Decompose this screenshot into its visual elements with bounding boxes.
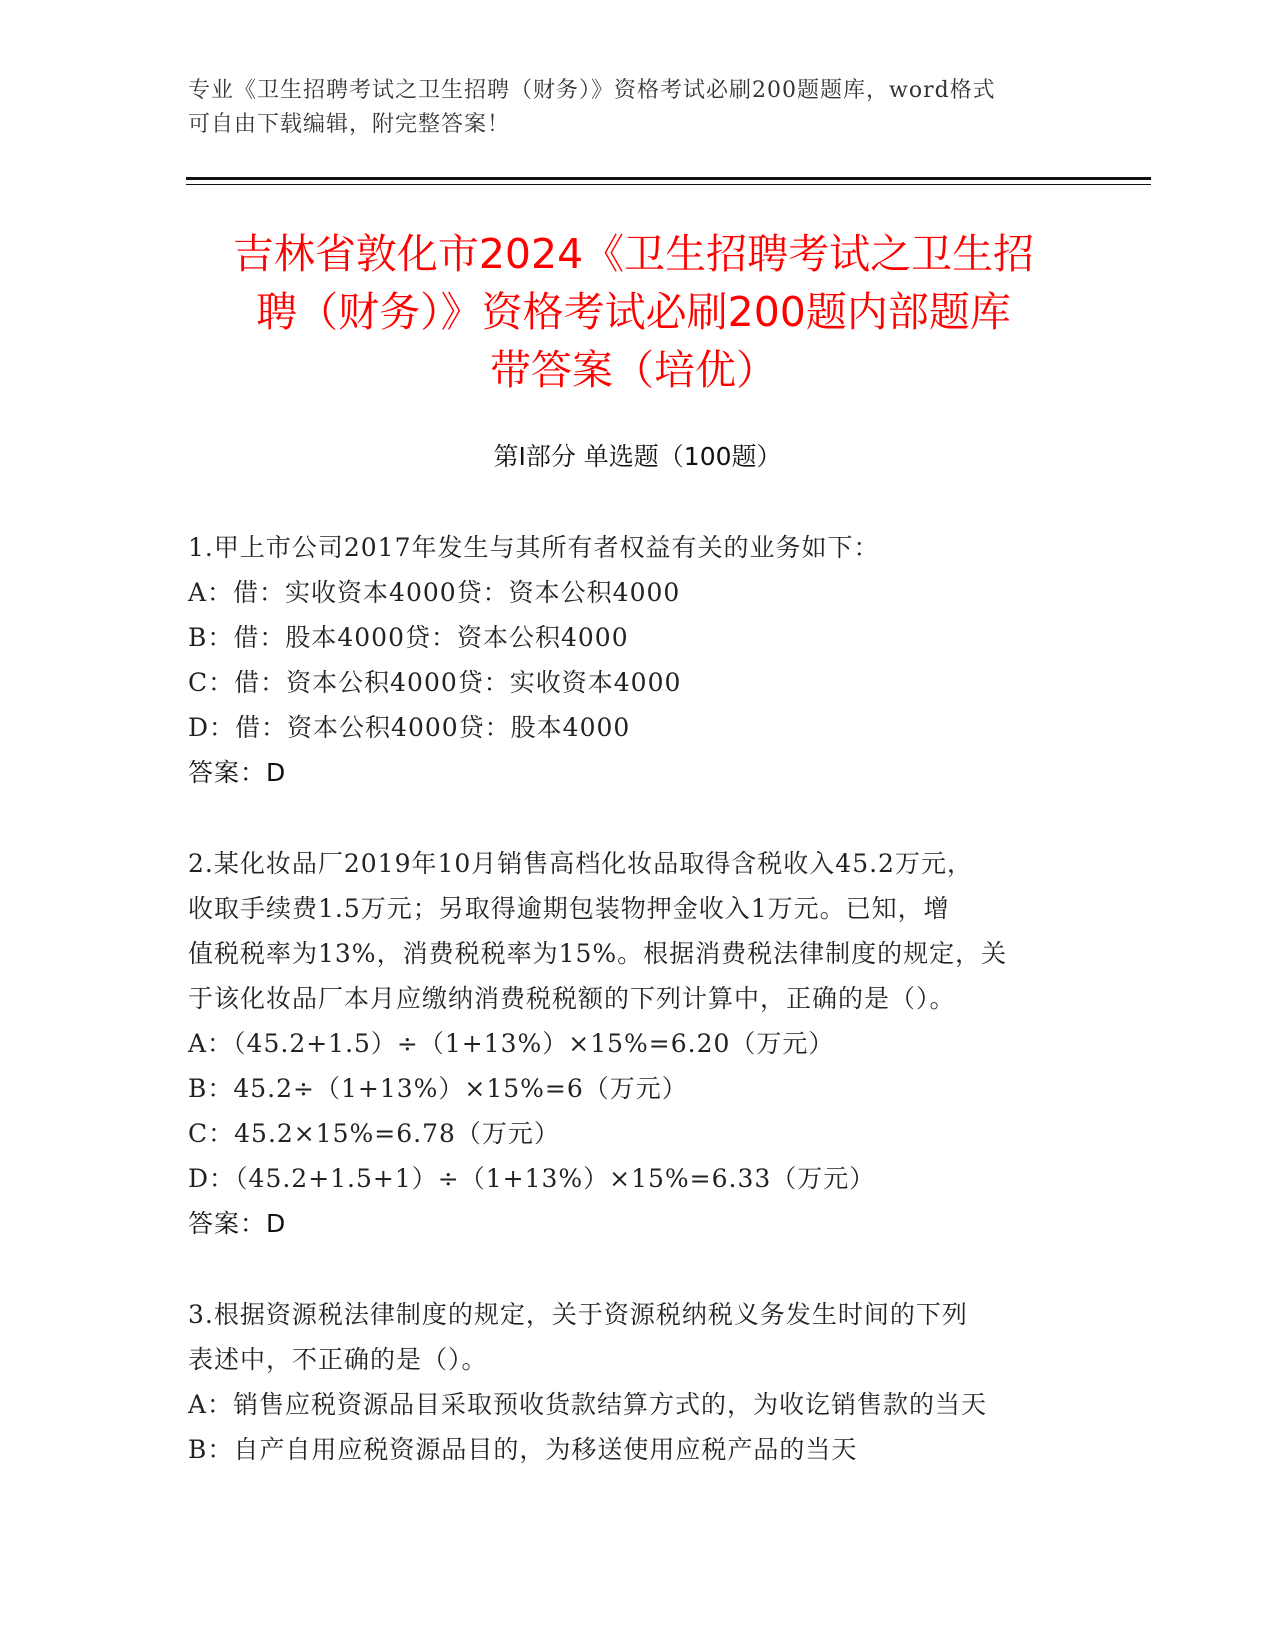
question-1 — [188, 525, 1078, 795]
option-b: B：自产自用应税资源品目的，为移送使用应税产品的当天 — [188, 1435, 858, 1464]
option-b: B：45.2÷（1+13%）×15%=6（万元） — [188, 1074, 688, 1103]
section-heading: 第I部分 单选题（100题） — [493, 442, 782, 471]
title-line-3: 带答案（培优） — [490, 346, 777, 394]
document-title — [186, 225, 1081, 399]
question-stem-line: 于该化妆品厂本月应缴纳消费税税额的下列计算中，正确的是（）。 — [188, 984, 956, 1013]
title-line-2: 聘（财务）》资格考试必刷200题内部题库 — [256, 288, 1011, 336]
option-a: A：借：实收资本4000贷：资本公积4000 — [188, 578, 681, 607]
question-3 — [188, 1292, 1078, 1472]
option-a: A：（45.2+1.5）÷（1+13%）×15%=6.20（万元） — [188, 1029, 835, 1058]
option-d: D：（45.2+1.5+1）÷（1+13%）×15%=6.33（万元） — [188, 1164, 876, 1193]
option-a: A：销售应税资源品目采取预收货款结算方式的，为收讫销售款的当天 — [188, 1390, 988, 1419]
header-note — [188, 74, 1088, 142]
answer: 答案：D — [188, 1209, 287, 1238]
question-stem-line: 2.某化妆品厂2019年10月销售高档化妆品取得含税收入45.2万元， — [188, 849, 973, 878]
header-divider-thick — [186, 177, 1151, 180]
question-stem-line: 1.甲上市公司2017年发生与其所有者权益有关的业务如下： — [188, 533, 880, 562]
answer: 答案：D — [188, 758, 287, 787]
question-stem-line: 表述中，不正确的是（）。 — [188, 1345, 488, 1374]
header-note-line-2: 可自由下载编辑，附完整答案！ — [188, 112, 511, 137]
question-stem-line: 3.根据资源税法律制度的规定，关于资源税纳税义务发生时间的下列 — [188, 1300, 968, 1329]
header-divider-thin — [186, 184, 1151, 185]
question-list — [188, 525, 1078, 1518]
header-note-line-1: 专业《卫生招聘考试之卫生招聘（财务）》资格考试必刷200题题库，word格式 — [188, 78, 996, 103]
question-stem-line: 值税税率为13%，消费税税率为15%。根据消费税法律制度的规定，关 — [188, 939, 1008, 968]
option-c: C：45.2×15%=6.78（万元） — [188, 1119, 560, 1148]
option-d: D：借：资本公积4000贷：股本4000 — [188, 713, 631, 742]
option-b: B：借：股本4000贷：资本公积4000 — [188, 623, 629, 652]
question-2 — [188, 841, 1078, 1246]
question-stem-line: 收取手续费1.5万元；另取得逾期包装物押金收入1万元。已知，增 — [188, 894, 950, 923]
title-line-1: 吉林省敦化市2024《卫生招聘考试之卫生招 — [232, 230, 1035, 278]
option-c: C：借：资本公积4000贷：实收资本4000 — [188, 668, 682, 697]
